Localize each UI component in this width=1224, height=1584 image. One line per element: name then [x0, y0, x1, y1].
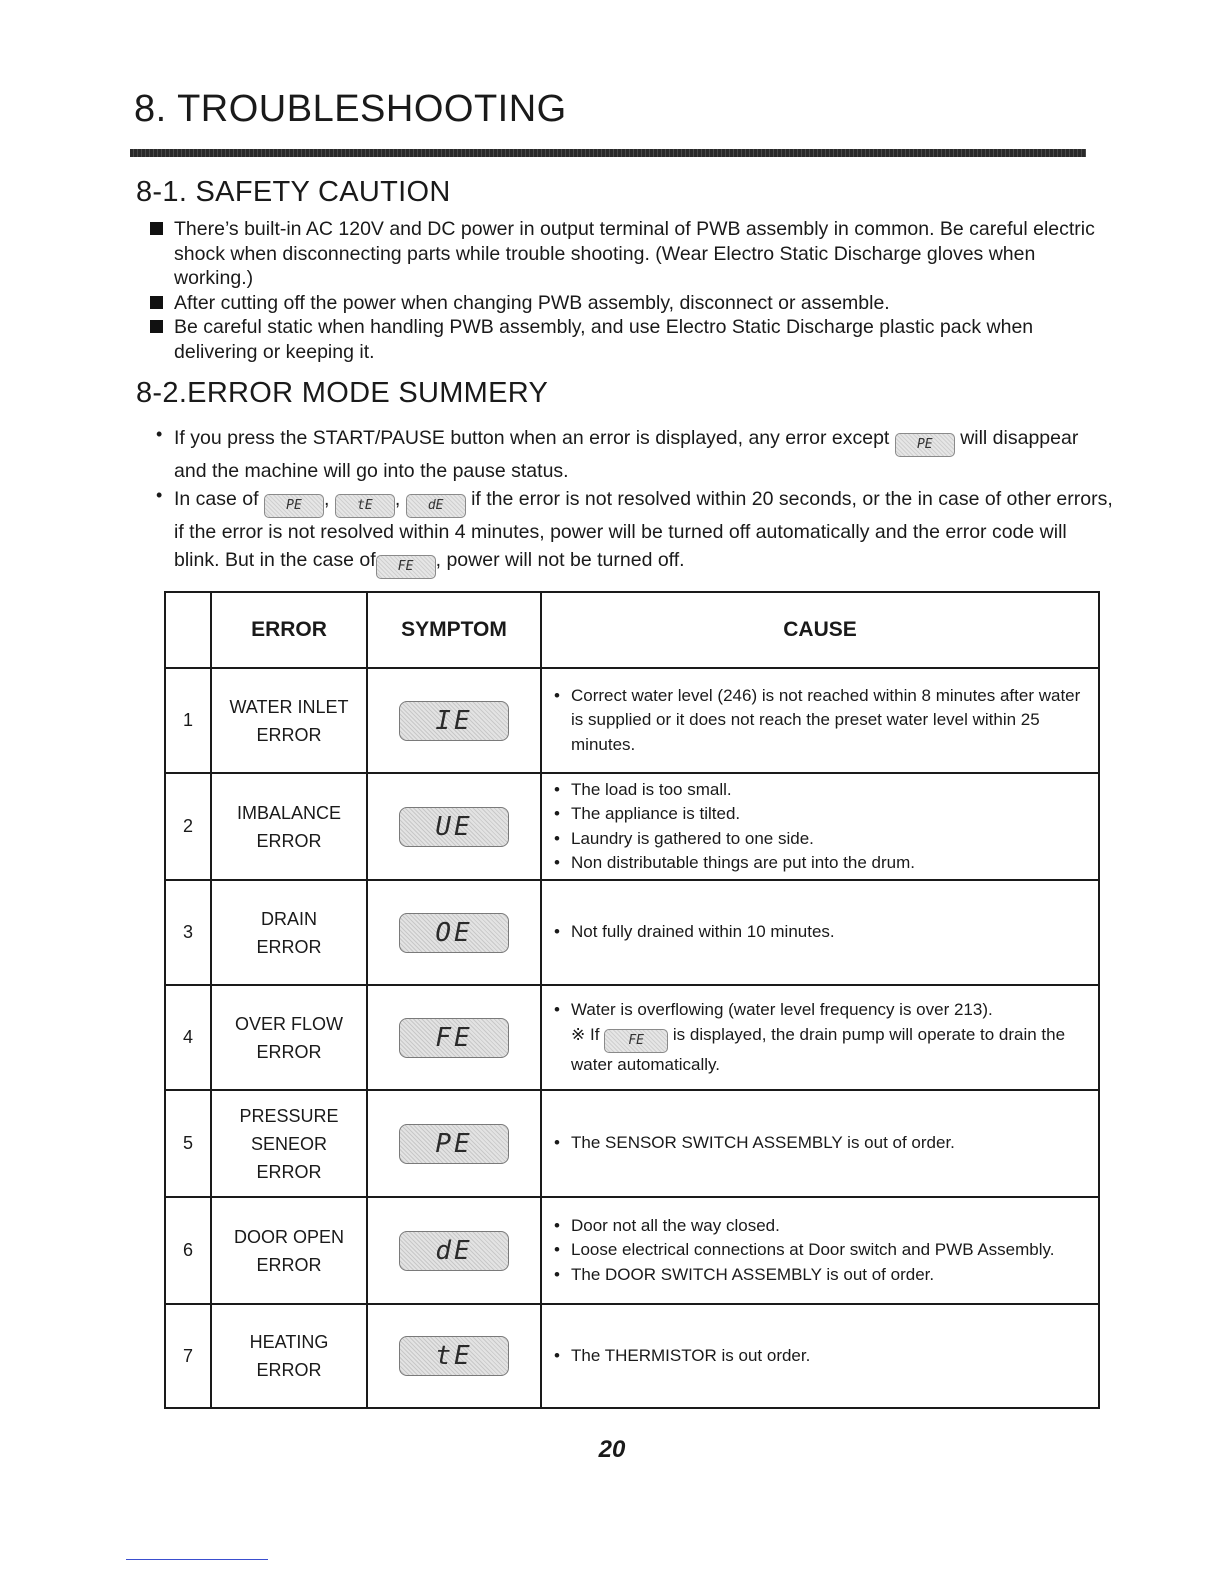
row-number: 6 — [165, 1197, 211, 1304]
lcd-display-icon: OE — [399, 913, 509, 953]
section-heading-error-mode: 8-2.ERROR MODE SUMMERY — [136, 377, 549, 409]
safety-text: Be careful static when handling PWB assembly, and use Electro Static Discharge plastic pack when delivering or keeping it. — [174, 316, 1034, 363]
table-header-row — [165, 592, 1099, 668]
error-name: DOOR OPEN ERROR — [211, 1197, 367, 1304]
dot-bullet-icon: • — [156, 424, 163, 444]
error-code-display: tE — [335, 494, 395, 518]
list-item: • Water is overflowing (water level frequency is over 213). — [554, 1000, 993, 1020]
symptom-display — [367, 1304, 541, 1408]
list-item — [150, 217, 1110, 291]
col-header-cause: CAUSE — [541, 592, 1099, 668]
list-item: • The load is too small. — [554, 779, 732, 799]
title-rule — [130, 149, 1086, 157]
row-number: 5 — [165, 1090, 211, 1197]
safety-list — [150, 217, 1110, 364]
error-name: IMBALANCE ERROR — [211, 773, 367, 880]
error-code-display: PE — [895, 433, 955, 457]
safety-text: After cutting off the power when changing PWB assembly, disconnect or assemble. — [174, 291, 890, 314]
list-item: • In case of PE , tE , dE if the error is not resolved within 20 seconds, or the in case of other errors, if the error is not resolved within 4 minutes, power will be turned off automatically and the error code will blink. But in the case of FE , power will not be turned off. — [156, 485, 1116, 579]
table-row — [165, 1197, 1099, 1304]
list-item: • The SENSOR SWITCH ASSEMBLY is out of order. — [554, 1133, 955, 1153]
symptom-display — [367, 985, 541, 1090]
list-item: • Not fully drained within 10 minutes. — [554, 922, 835, 942]
error-name: HEATING ERROR — [211, 1304, 367, 1408]
cause-cell — [541, 1090, 1099, 1197]
page-title: 8. TROUBLESHOOTING — [134, 88, 567, 130]
col-header-symptom: SYMPTOM — [367, 592, 541, 668]
row-number: 3 — [165, 880, 211, 985]
table-row — [165, 985, 1099, 1090]
lcd-display-icon: dE — [399, 1231, 509, 1271]
error-code-display: FE — [376, 555, 436, 579]
list-item: • The appliance is tilted. — [554, 804, 741, 824]
cause-cell — [541, 773, 1099, 880]
table-row — [165, 1090, 1099, 1197]
section-heading-safety: 8-1. SAFETY CAUTION — [136, 176, 451, 208]
note-item: ※ If FE is displayed, the drain pump will operate to drain the water automatically. — [571, 1024, 1066, 1074]
cause-cell — [541, 1304, 1099, 1408]
symptom-display — [367, 668, 541, 773]
list-item: • If you press the START/PAUSE button when an error is displayed, any error except PE will disappear and the machine will go into the pause status. — [156, 424, 1116, 485]
cause-cell — [541, 1197, 1099, 1304]
list-item: • The THERMISTOR is out order. — [554, 1345, 811, 1365]
symptom-display — [367, 773, 541, 880]
error-code-display: dE — [406, 494, 466, 518]
table-row — [165, 1304, 1099, 1408]
dot-bullet-icon: • — [156, 485, 163, 505]
error-code-display: FE — [604, 1029, 668, 1053]
lcd-display-icon: tE — [399, 1336, 509, 1376]
error-name: OVER FLOW ERROR — [211, 985, 367, 1090]
col-header-error: ERROR — [211, 592, 367, 668]
list-item: • Loose electrical connections at Door switch and PWB Assembly. — [554, 1240, 1055, 1260]
list-item — [150, 315, 1110, 364]
table-row — [165, 668, 1099, 773]
table-row — [165, 880, 1099, 985]
square-bullet-icon — [150, 296, 163, 309]
row-number: 2 — [165, 773, 211, 880]
row-number: 1 — [165, 668, 211, 773]
cause-cell — [541, 668, 1099, 773]
table-row — [165, 773, 1099, 880]
list-item: • Correct water level (246) is not reached within 8 minutes after water is supplied or it does not reach the preset water level within 25 minutes. — [554, 686, 1081, 754]
list-item: • The DOOR SWITCH ASSEMBLY is out of order. — [554, 1264, 935, 1284]
row-number: 7 — [165, 1304, 211, 1408]
lcd-display-icon: PE — [399, 1124, 509, 1164]
page-number: 20 — [598, 1436, 626, 1463]
symptom-display — [367, 1090, 541, 1197]
error-name: WATER INLET ERROR — [211, 668, 367, 773]
list-item: • Laundry is gathered to one side. — [554, 828, 814, 848]
list-item — [150, 291, 1110, 316]
cause-cell — [541, 985, 1099, 1090]
lcd-display-icon: FE — [399, 1018, 509, 1058]
safety-text: There’s built-in AC 120V and DC power in output terminal of PWB assembly in common. Be careful electric shock when disconnecting parts while trouble shooting. (Wear Electro Static Discharge gloves when working.) — [174, 218, 1095, 289]
list-item: • Door not all the way closed. — [554, 1216, 780, 1236]
symptom-display — [367, 1197, 541, 1304]
square-bullet-icon — [150, 320, 163, 333]
row-number: 4 — [165, 985, 211, 1090]
error-name: DRAIN ERROR — [211, 880, 367, 985]
footer-link-underline — [126, 1559, 268, 1560]
symptom-display — [367, 880, 541, 985]
square-bullet-icon — [150, 222, 163, 235]
list-item: • Non distributable things are put into the drum. — [554, 852, 915, 872]
error-code-display: PE — [264, 494, 324, 518]
lcd-display-icon: IE — [399, 701, 509, 741]
cause-cell — [541, 880, 1099, 985]
error-table — [164, 591, 1100, 1409]
lcd-display-icon: UE — [399, 807, 509, 847]
error-name: PRESSURE SENEOR ERROR — [211, 1090, 367, 1197]
error-mode-notes — [156, 424, 1116, 579]
